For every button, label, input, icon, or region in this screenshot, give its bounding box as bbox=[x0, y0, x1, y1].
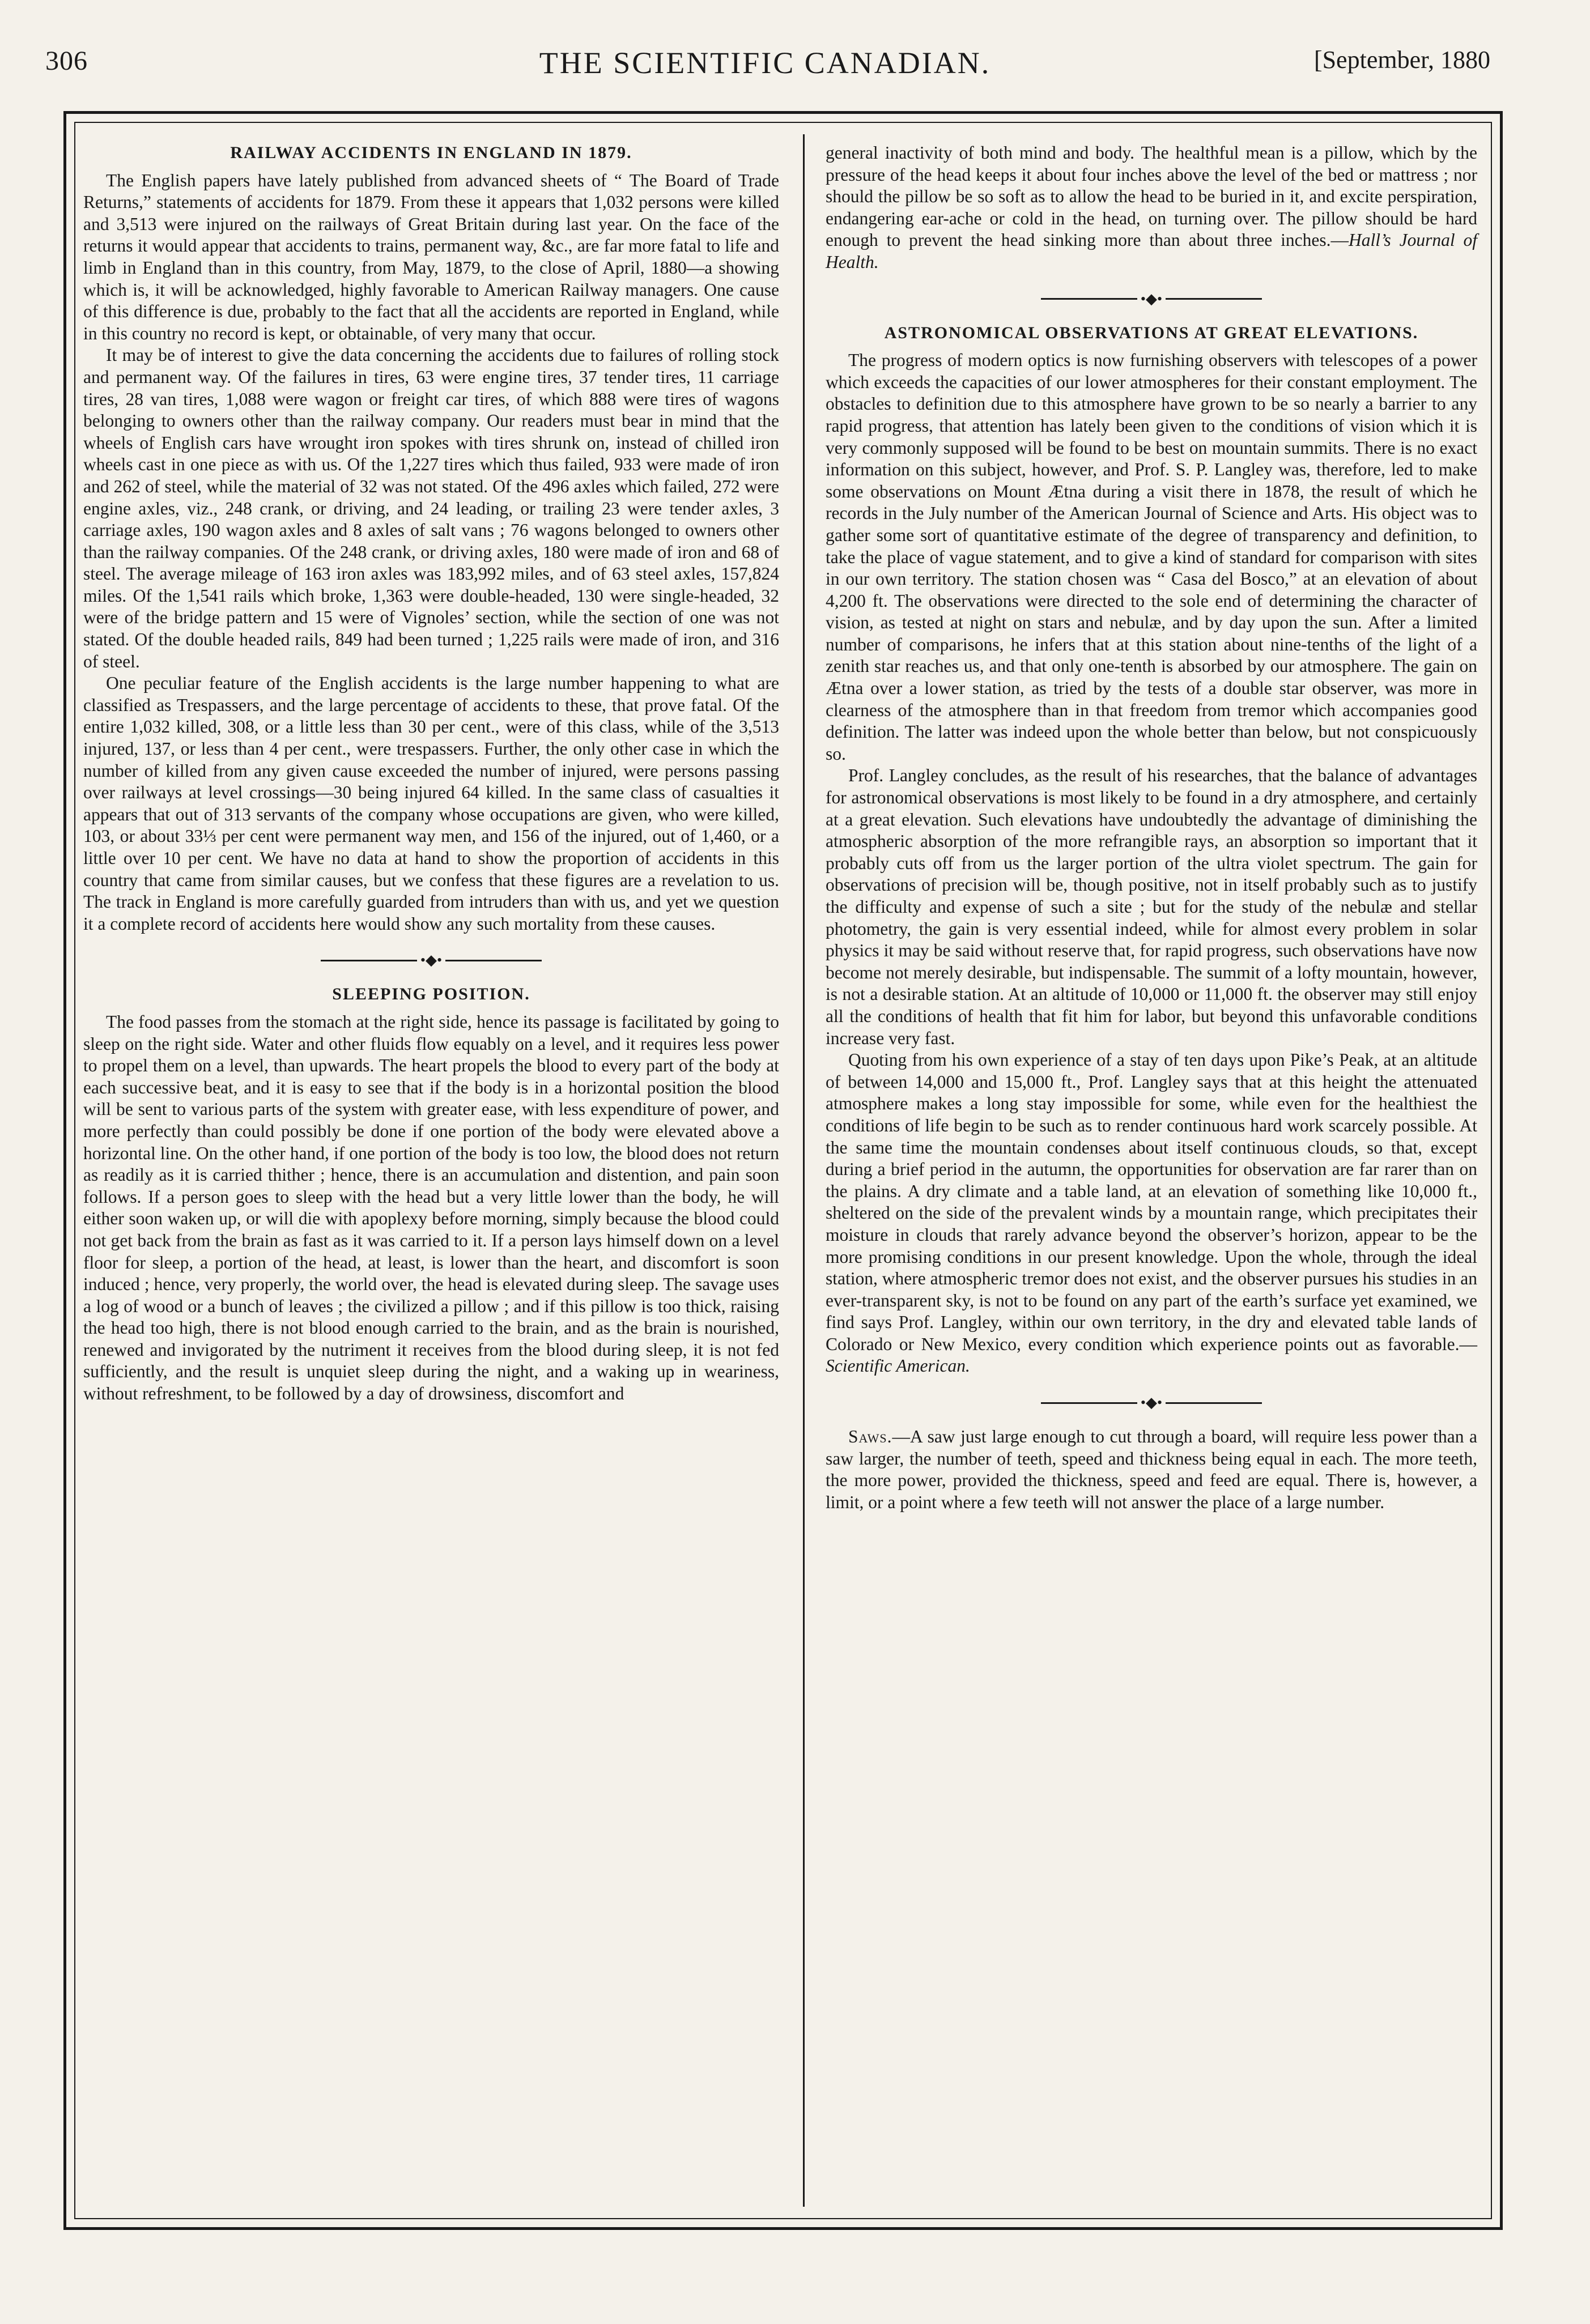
column-divider bbox=[803, 134, 805, 2207]
astronomy-source: Scientific American. bbox=[826, 1356, 970, 1376]
railway-paragraph-3: One peculiar feature of the English accidents is the large number happening to what are classified as Trespassers, and the large percentage of accidents to these, that prove fatal. Of the entire 1,032 killed, 308, or a little less than 30 per cent., were of this class, while of the 3,513 injured, 137, or less than 4 per cent., were trespassers. Further, the only other case in which the number of killed from any given cause exceeded the number of injured, were persons passing over railways at level crossings—30 being injured 64 killed. In the same class of casualties it appears that out of 313 servants of the company whose occupations are given, who were killed, 103, or about 33⅓ per cent were permanent way men, and 156 of the injured, out of 1,460, or a little over 10 per cent. We have no data at hand to show the proportion of accidents in this country that came from similar causes, but we confess that these figures are a revelation to us. The track in England is more carefully guarded from intruders than with us, and yet we question it a complete record of accidents here would show any such mortality from these causes. bbox=[83, 673, 779, 934]
astronomy-paragraph-3: Quoting from his own experience of a stay of ten days upon Pike’s Peak, at an altitude of between 14,000 and 15,000 ft., Prof. Langley says that at this height the attenuated atmosphere makes a long stay impossible for some, while even for the healthiest the conditions of life begin to be such as to render continuous hard work scarcely possible. At the same time the mountain condenses about itself continuous clouds, so that, except during a brief period in the autumn, the opportunities for observation are far rarer than on the plains. A dry climate and a table land, at an elevation of something like 10,000 ft., sheltered on the side of the prevalent winds by a mountain range, which precipitates their moisture in clouds that rarely advance beyond the observer’s horizon, appear to be the more promising conditions in our present knowledge. Upon the whole, through the ideal station, where atmospheric tremor does not exist, and the observer pursues his studies in an ever-transparent sky, is not to be found on any part of the earth’s surface yet examined, we find says Prof. Langley, within our own territory, in the dry and elevated table lands of Colorado or New Mexico, every condition which experience points out as favorable.—Scientific American. bbox=[826, 1050, 1477, 1376]
section-separator: •◆• bbox=[83, 946, 779, 974]
railway-paragraph-2: It may be of interest to give the data concerning the accidents due to failures of rolling stock and permanent way. Of the failures in tires, 63 were engine tires, 37 tender tires, 11 carriage tires, 28 van tires, 1,088 were wagon or freight car tires, of which 888 were tires of wagons belonging to owners other than the railway company. Our readers must bear in mind that the wheels of English cars have wrought iron spokes with tires shrunk on, instead of chilled iron wheels cast in one piece as with us. Of the 1,227 tires which thus failed, 933 were made of iron and 262 of steel, while the material of 32 was not stated. Of the 496 axles which failed, 272 were engine axles, viz., 248 crank, or driving, and 24 leading, or trailing 23 were tender axles, 3 carriage axles, 190 wagon axles and 8 axles of salt vans ; 76 wagons belonged to owners other than the railway companies. Of the 248 crank, or driving axles, 180 were made of iron and 68 of steel. The average mileage of 163 iron axles was 183,992 miles, and of 63 steel axles, 157,824 miles. Of the 1,541 rails which broke, 1,363 were double-headed, 130 were single-headed, 32 were of the bridge pattern and 15 were of Vignoles’ section, while the section of one was not stated. Of the double headed rails, 849 had been turned ; 1,225 rails were made of iron, and 316 of steel. bbox=[83, 345, 779, 671]
page-frame bbox=[63, 111, 1503, 2230]
astronomy-paragraph-2: Prof. Langley concludes, as the result of his researches, that the balance of advantages for astronomical observations is most likely to be found in a dry atmosphere, and certainly at a great elevation. Such elevations have undoubtedly the advantage of diminishing the atmospheric absorption of the more refrangible rays, an absorption so important that it probably cuts off from us the larger portion of the ultra violet spectrum. The gain for observations of precision will be, though positive, not in itself probably such as to justify the difficulty and expense of such a site ; but for the study of the nebulæ and stellar photometry, the gain is very essential indeed, while for almost every problem in solar physics it may be said without reserve that, for rapid progress, such observations have now become not merely desirable, but indispensable. The summit of a lofty mountain, however, is not a desirable station. At an altitude of 10,000 or 11,000 ft. the observer may still enjoy all the conditions of health that fit him for labor, but beyond this unfavorable conditions increase very fast. bbox=[826, 765, 1477, 1048]
astronomy-paragraph-1: The progress of modern optics is now furnishing observers with telescopes of a power which exceeds the capacities of our lower atmospheres for their constant employment. The obstacles to definition due to this atmosphere have grown to be so nearly a barrier to any rapid progress, that attention has lately been given to the conditions of vision which it is very commonly supposed will be found to be best on mountain summits. There is no exact information on this subject, however, and Prof. S. P. Langley was, therefore, led to make some observations on Mount Ætna during a visit there in 1878, the result of which he records in the July number of the American Journal of Science and Arts. His object was to gather some sort of quantitative estimate of the degree of transparency and definition, to take the place of vague statement, and to give a kind of standard for comparison with sites in our own territory. The station chosen was “ Casa del Bosco,” at an elevation of about 4,200 ft. The observations were directed to the sole end of determining the character of vision, as tested at night on stars and nebulæ, and by day upon the sun. After a limited number of comparisons, he infers that at this station about nine-tenths of the light of a zenith star reaches us, and that only one-tenth is absorbed by our atmosphere. The gain on Ætna over a lower station, as tried by the tests of a double star observer, was more in clearness of the atmosphere than in that freedom from tremor which accompanies good definition. The latter was indeed upon the whole better than below, but not conspicuously so. bbox=[826, 350, 1477, 764]
page-header bbox=[40, 45, 1490, 91]
article-title-sleeping: SLEEPING POSITION. bbox=[332, 985, 530, 1004]
section-separator: •◆• bbox=[826, 1389, 1477, 1417]
saws-paragraph: Saws.—A saw just large enough to cut through a board, will require less power than a saw larger, the number of teeth, speed and thickness being equal in each. The more teeth, the more power, provided the thickness, speed and feed are equal. There is, however, a limit, or a point where a few teeth will not answer the place of a large number. bbox=[826, 1427, 1477, 1512]
railway-paragraph-1: The English papers have lately published from advanced sheets of “ The Board of Trade Returns,” statements of accidents for 1879. From these it appears that 1,032 persons were killed and 3,513 were injured on the railways of Great Britain during last year. On the face of the returns it would appear that accidents to trains, permanent way, &c., are far more fatal to life and limb in England than in this country, from May, 1879, to the close of April, 1880—a showing which is, it will be acknowledged, highly favorable to American Railway managers. One cause of this difference is due, probably to the fact that all the accidents are reported in England, while in this country no record is kept, or obtainable, of very many that occur. bbox=[83, 170, 779, 343]
right-column bbox=[826, 142, 1477, 1513]
sleeping-continued: general inactivity of both mind and body. The healthful mean is a pillow, which by the pressure of the head keeps it about four inches above the level of the bed or mattress ; nor should the pillow be so soft as to allow the head to be buried in it, and excite perspiration, endangering ear-ache or cold in the head, on turning over. The pillow should be hard enough to prevent the head sinking more than about three inches.—Hall’s Journal of Health. bbox=[826, 143, 1477, 272]
article-title-astronomy: ASTRONOMICAL OBSERVATIONS AT GREAT ELEVATIONS. bbox=[884, 323, 1419, 342]
page-number: 306 bbox=[45, 46, 88, 76]
article-title-railway: RAILWAY ACCIDENTS IN ENGLAND IN 1879. bbox=[230, 143, 632, 162]
sleeping-paragraph-1: The food passes from the stomach at the right side, hence its passage is facilitated by going to sleep on the right side. Water and other fluids flow equably on a level, and it requires less power to propel them on a level, than upwards. The heart propels the blood to every part of the body at each successive beat, and it is easy to see that if the body is in a horizontal position the blood will be sent to various parts of the system with greater ease, with less expenditure of power, and more perfectly than could possibly be done if one portion of the body were elevated above a horizontal line. On the other hand, if one portion of the body is too low, the blood does not return as readily as it is carried thither ; hence, there is an accumulation and distention, and pain soon follows. If a person goes to sleep with the head but a very little lower than the body, he will either soon waken up, or will die with apoplexy before morning, simply because the blood could not get back from the brain as fast as it was carried to it. If a person lays himself down on a level floor for sleep, a portion of the head, at least, is lower than the heart, and discomfort is soon induced ; hence, very properly, the world over, the head is elevated during sleep. The savage uses a log of wood or a bunch of leaves ; the civilized a pillow ; and if this pillow is too thick, raising the head too high, there is not blood enough carried to the brain, and as the brain is nourished, renewed and invigorated by the nutriment it receives from the blood during sleep, it is not fed sufficiently, and the result is unquiet sleep during the night, and a waking up in weariness, without refreshment, to be followed by a day of drowsiness, discomfort and bbox=[83, 1011, 779, 1404]
publication-title: THE SCIENTIFIC CANADIAN. bbox=[539, 46, 991, 80]
left-column bbox=[83, 142, 779, 1405]
section-separator: •◆• bbox=[826, 285, 1477, 313]
saws-lead: Saws. bbox=[848, 1427, 892, 1447]
sleeping-source: Hall’s Journal of Health. bbox=[826, 230, 1477, 272]
issue-date: [September, 1880 bbox=[1313, 46, 1490, 74]
